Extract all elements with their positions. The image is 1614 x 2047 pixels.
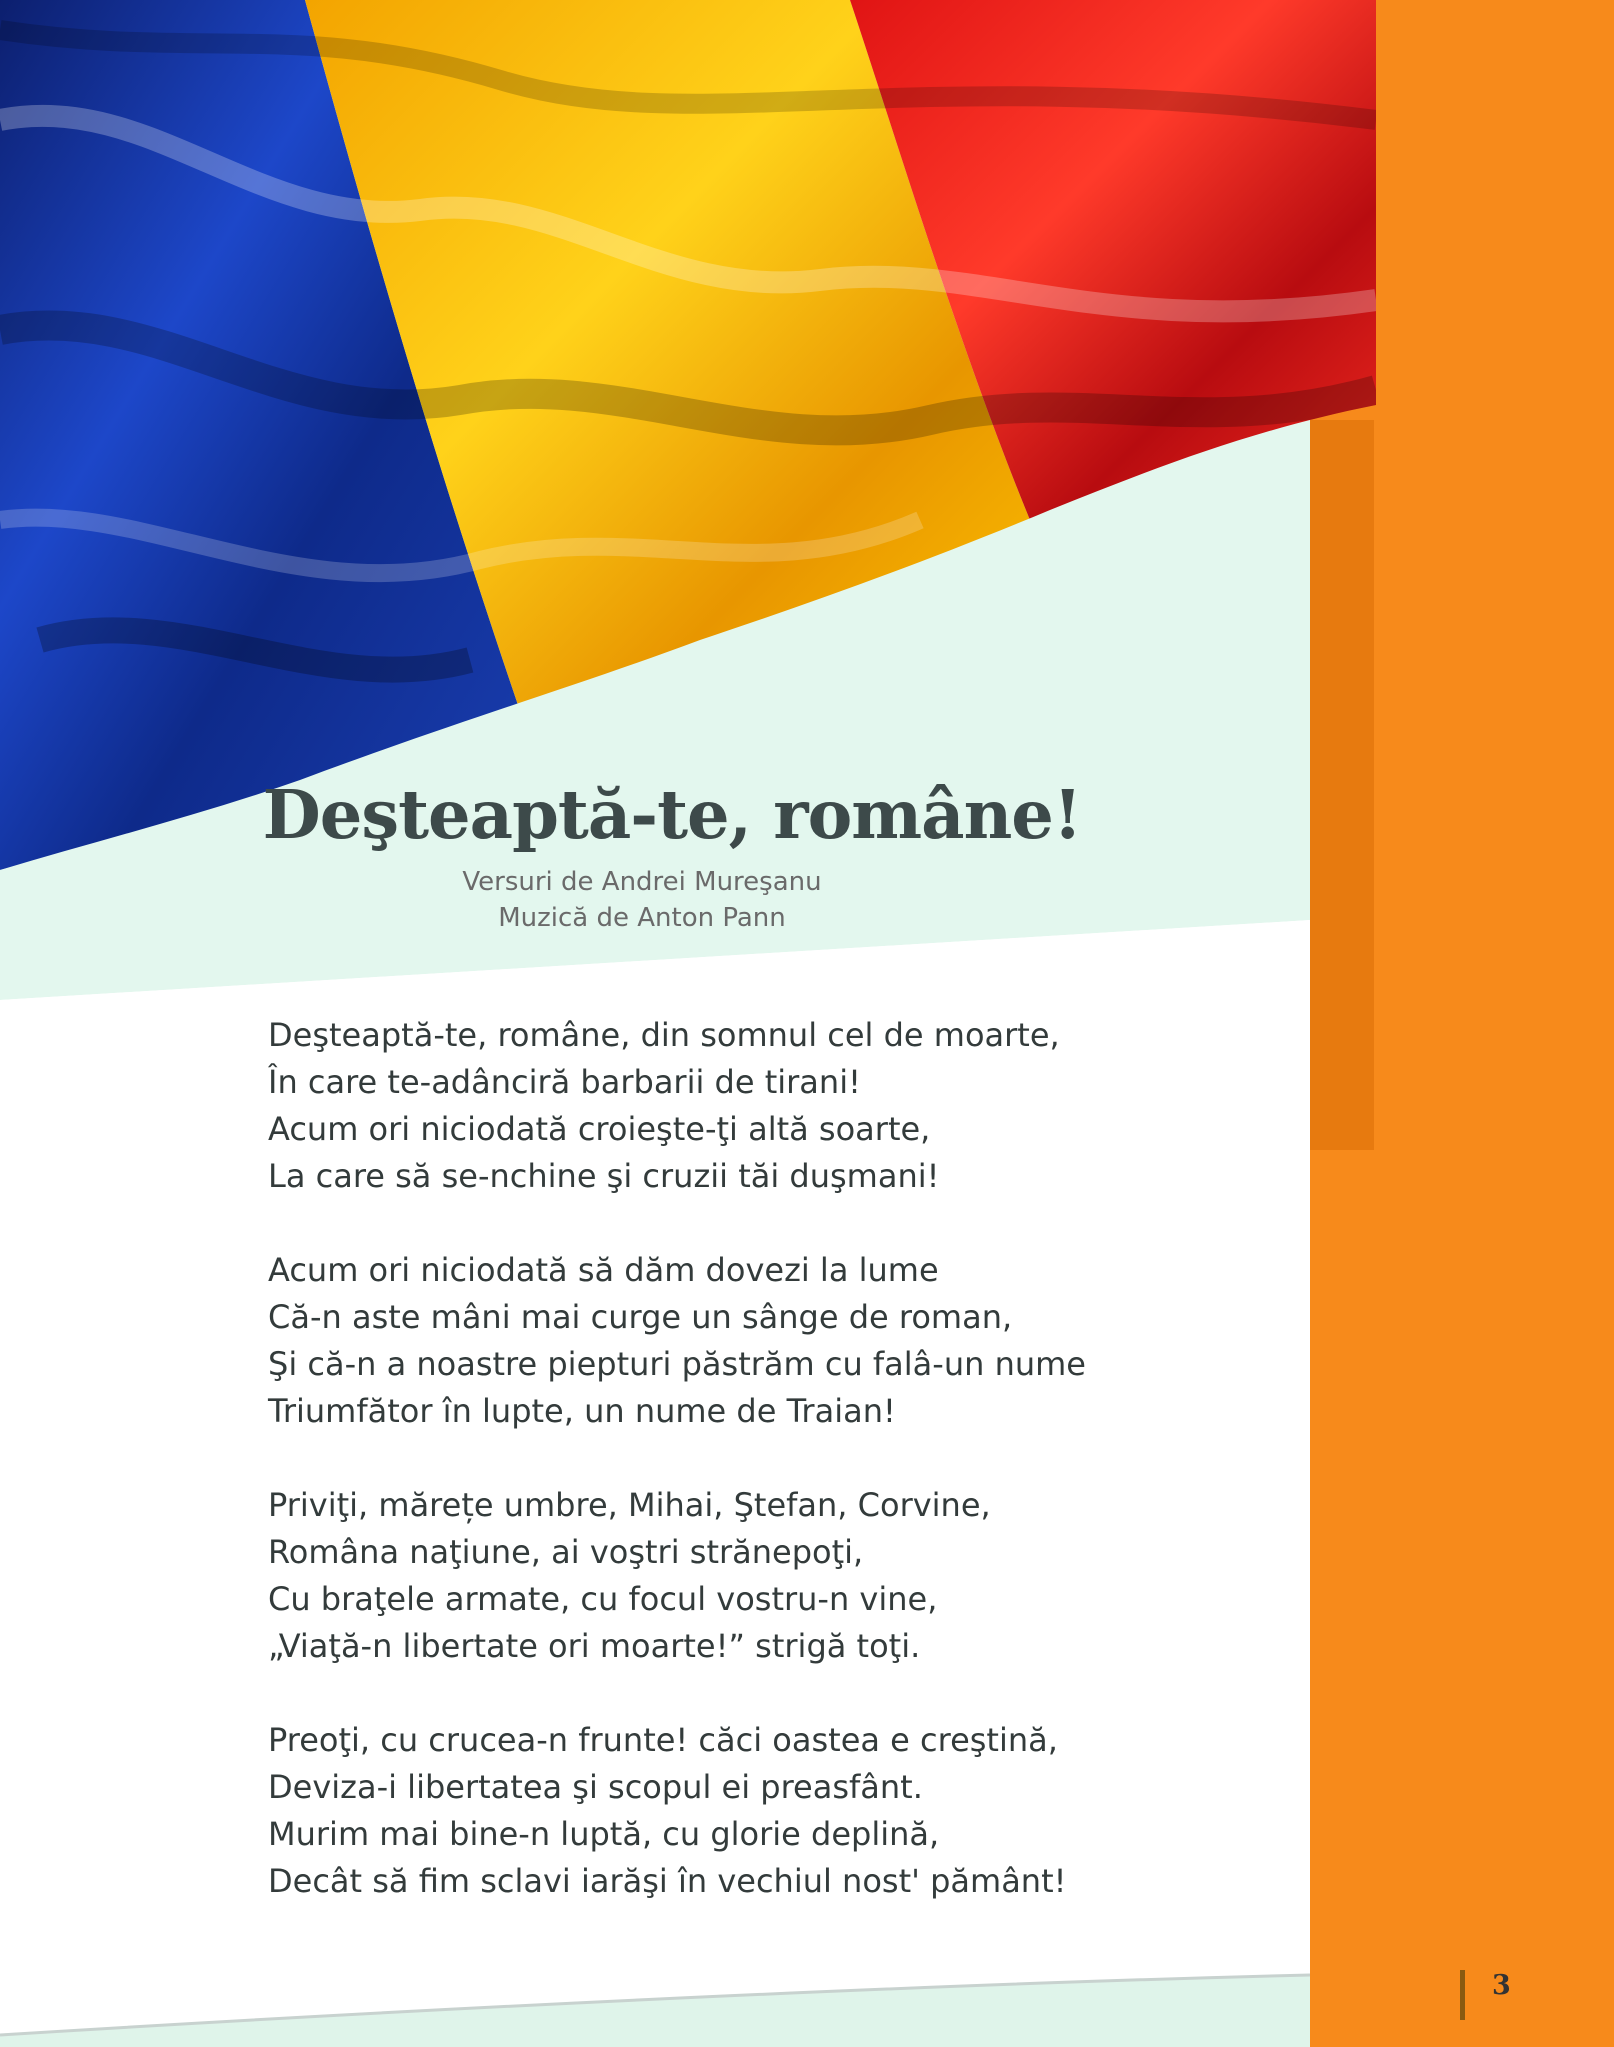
lyrics-credit: Versuri de Andrei Mureşanu xyxy=(462,867,822,897)
poem-line: Decât să fim sclavi iarăşi în vechiul nost' pământ! xyxy=(268,1862,1067,1900)
page-number: 3 xyxy=(1492,1970,1511,2001)
page-title: Deşteaptă-te, române! xyxy=(262,775,1082,854)
poem-line: În care te-adânciră barbarii de tirani! xyxy=(268,1063,861,1101)
stanza-2 xyxy=(268,1247,1088,1435)
poem-line: Că-n aste mâni mai curge un sânge de roman, xyxy=(268,1298,1013,1336)
poem-line: Acum ori niciodată să dăm dovezi la lume xyxy=(268,1251,939,1289)
poem-line: Româna naţiune, ai voştri strănepoţi, xyxy=(268,1533,864,1571)
poem-line: Deşteaptă-te, române, din somnul cel de moarte, xyxy=(268,1016,1060,1054)
poem-line: Preoţi, cu crucea-n frunte! căci oastea e creştină, xyxy=(268,1721,1058,1759)
poem-line: Murim mai bine-n luptă, cu glorie deplină, xyxy=(268,1815,940,1853)
side-bar-shadow xyxy=(1310,420,1374,1150)
stanza-3 xyxy=(268,1482,1088,1670)
credits xyxy=(402,864,882,936)
poem-line: Cu braţele armate, cu focul vostru-n vine, xyxy=(268,1580,938,1618)
stanza-4 xyxy=(268,1717,1088,1905)
page-number-marker xyxy=(1460,1970,1465,2020)
poem-text xyxy=(268,1012,1088,1952)
stanza-1 xyxy=(268,1012,1088,1200)
poem-line: La care să se-nchine şi cruzii tăi duşmani! xyxy=(268,1157,940,1195)
poem-line: Acum ori niciodată croieşte-ţi altă soarte, xyxy=(268,1110,931,1148)
poem-line: Triumfător în lupte, un nume de Traian! xyxy=(268,1392,896,1430)
poem-line: Şi că-n a noastre piepturi păstrăm cu falâ-un nume xyxy=(268,1345,1086,1383)
title-block xyxy=(262,775,1082,936)
poem-line: Deviza-i libertatea şi scopul ei preasfânt. xyxy=(268,1768,923,1806)
poem-line: „Viaţă-n libertate ori moarte!” strigă toţi. xyxy=(268,1627,921,1665)
poem-line: Priviţi, mărețe umbre, Mihai, Ştefan, Corvine, xyxy=(268,1486,991,1524)
music-credit: Muzică de Anton Pann xyxy=(498,903,786,933)
